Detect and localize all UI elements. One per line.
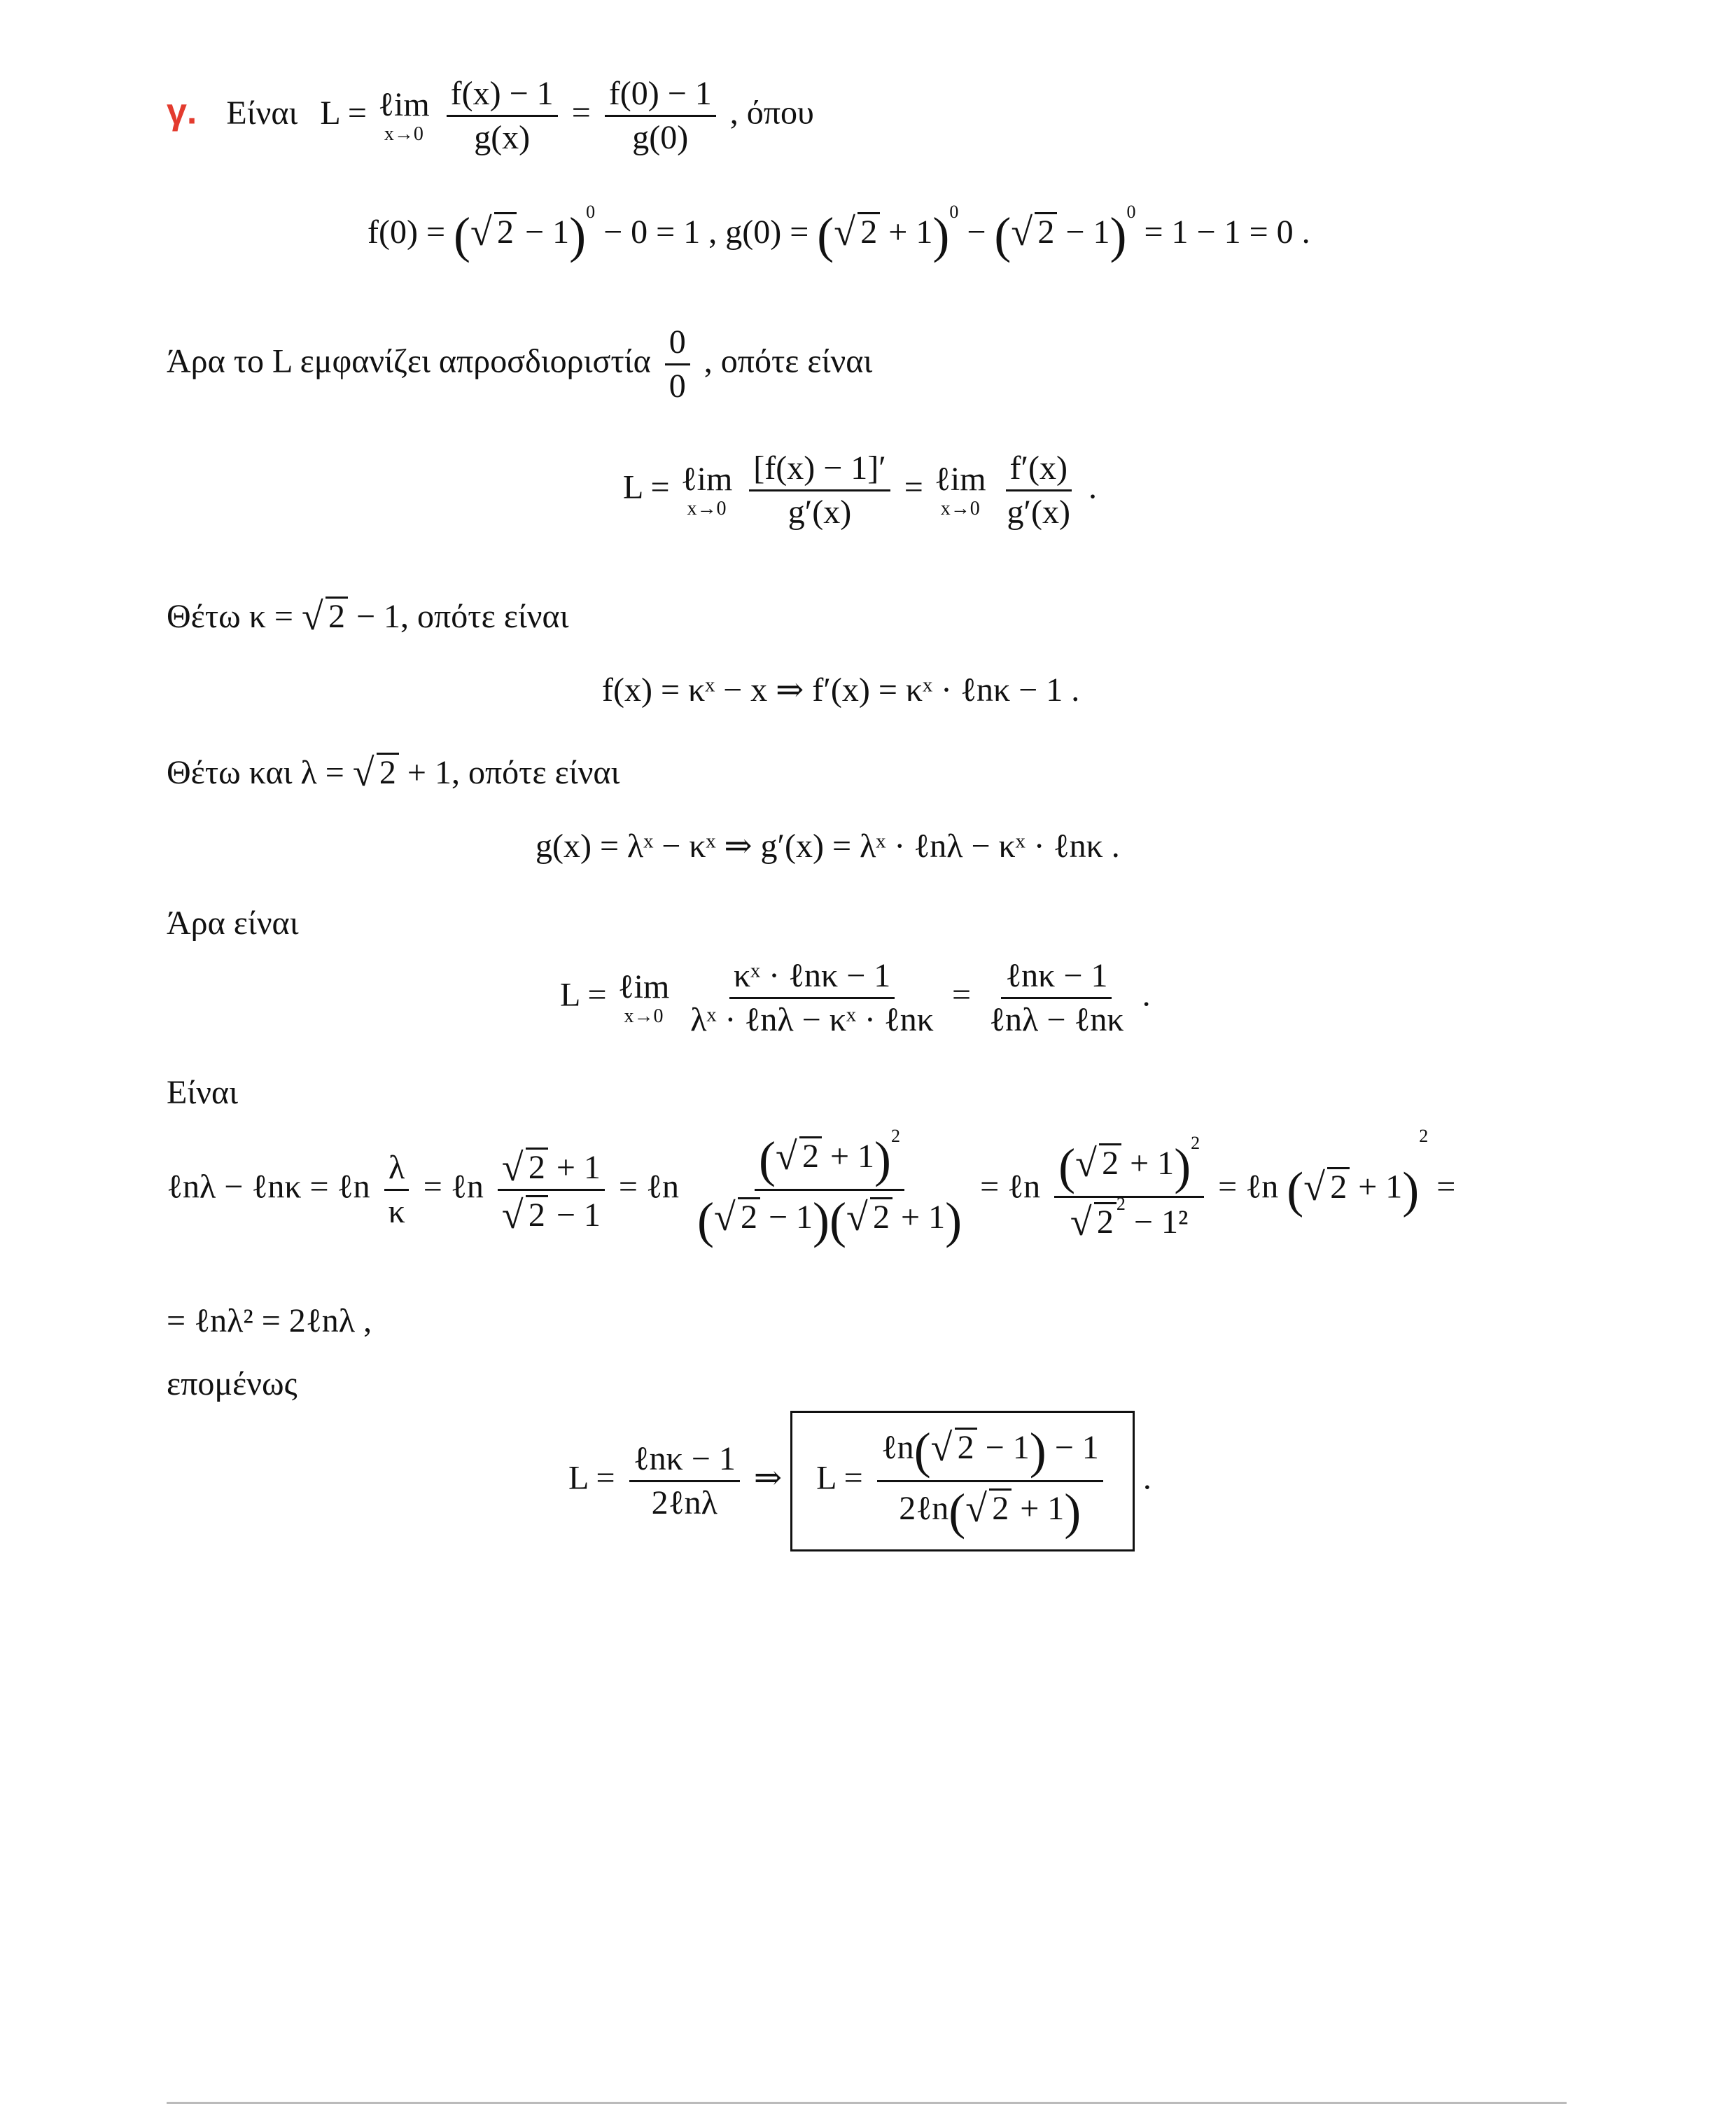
fraction-1: [447, 77, 558, 155]
numerator: [f(x) − 1]′: [749, 452, 890, 491]
rest: − 1, οπότε είναι: [356, 598, 569, 635]
numerator: 0: [665, 326, 690, 365]
exp: 2: [891, 1126, 901, 1146]
zero-over-zero: [665, 323, 690, 405]
lim-word: ℓim: [934, 460, 986, 498]
denominator: ℓnλ − ℓnκ: [989, 1001, 1124, 1038]
radicand: 2: [494, 212, 517, 249]
radicand: 2: [1099, 1143, 1121, 1180]
tail: , οπότε είναι: [704, 342, 873, 380]
denominator: g′(x): [1007, 494, 1070, 531]
line-15: [568, 1411, 1152, 1551]
two-ln: 2ℓn: [899, 1490, 949, 1528]
radicand: 2: [326, 597, 348, 634]
plus-one: + 1: [1020, 1490, 1065, 1528]
numerator: f(x) − 1: [447, 77, 558, 117]
radicand: 2: [1327, 1167, 1350, 1204]
tail: .: [1142, 976, 1151, 1014]
lhs: ℓnλ − ℓnκ = ℓn: [167, 1168, 370, 1206]
numerator: ℓnκ − 1: [1001, 959, 1112, 999]
radicand: 2: [377, 753, 399, 790]
denominator: 0: [668, 368, 686, 405]
section-marker: γ.: [167, 91, 197, 132]
minus-one: − 1: [1054, 1429, 1099, 1467]
lim-word: ℓim: [617, 968, 670, 1005]
radicand: 2: [955, 1428, 977, 1465]
lim-word: ℓim: [377, 85, 430, 123]
denominator: 2ℓnλ: [651, 1484, 718, 1521]
line-14: επομένως: [167, 1365, 298, 1402]
line-4: L = ℓim x→0 $\frac{[f(x) - 1]'}{g'(x)}$ = ℓim x→0 $\frac{f'(x)}{g'(x)}$ .: [623, 449, 1097, 531]
minus-one: − 1: [556, 1197, 601, 1234]
tail: .: [1088, 468, 1097, 506]
plus-one: + 1: [888, 214, 933, 251]
footer-rule: [167, 2102, 1567, 2104]
ln: ℓn: [881, 1429, 914, 1467]
text: Άρα το L εμφανίζει απροσδιοριστία: [167, 342, 651, 380]
tail-ln: = ℓn: [1218, 1168, 1279, 1206]
denominator: κ: [388, 1193, 405, 1230]
plus-one: + 1: [1358, 1168, 1403, 1206]
exp: 0: [949, 202, 959, 222]
box-L: L =: [816, 1459, 863, 1497]
tail: .: [1142, 1459, 1152, 1497]
exp: 2: [1116, 1193, 1126, 1214]
line-8: g(x) = λˣ − κˣ ⇒ g′(x) = λˣ · ℓnλ − κˣ · ℓnκ .: [536, 828, 1120, 865]
denominator: λˣ · ℓnλ − κˣ · ℓnκ: [690, 1001, 934, 1038]
numerator: f(0) − 1: [605, 77, 716, 117]
radicand: 2: [526, 1195, 548, 1232]
sqrt: √ 2: [470, 212, 517, 249]
limit: [377, 85, 430, 145]
lim-sub: x→0: [384, 123, 424, 145]
radicand: 2: [1094, 1202, 1116, 1239]
exp: 0: [1126, 202, 1136, 222]
f0: f(0) =: [368, 214, 446, 251]
lim-sub: x→0: [687, 497, 727, 519]
tail: , όπου: [729, 94, 814, 132]
eq-ln: = ℓn: [618, 1168, 679, 1206]
lim-sub: x→0: [624, 1005, 664, 1027]
intro-word: Είναι: [226, 94, 298, 132]
lim-word: ℓim: [680, 460, 733, 498]
result-box: L = ℓn( √ 2 − 1) − 1 2ℓn( √ 2 + 1): [790, 1411, 1135, 1551]
line-2: f(0) = ( √ 2 − 1)$^0$ − 0 = 1 , g(0) = ( √ 2 + 1)$^0$ − ( √ 2 − 1)$^0$ = 1 − 1 = 0 .: [368, 202, 1310, 263]
line-10: L = ℓim x→0 $\frac{\text{κˣ · ℓnκ − 1}}{\text{λˣ · ℓnλ − κˣ · ℓnκ}}$ = $\frac{\text{ℓnκ − 1}}{\text{ℓnλ − ℓnκ}}$ .: [560, 957, 1151, 1038]
numerator: κˣ · ℓnκ − 1: [729, 959, 895, 999]
eq-ln: = ℓn: [980, 1168, 1041, 1206]
radicand: 2: [989, 1488, 1011, 1526]
plus-one: + 1: [830, 1138, 875, 1176]
line-11: Είναι: [167, 1074, 238, 1111]
rest: + 1, οπότε είναι: [407, 754, 620, 791]
radicand: 2: [799, 1136, 822, 1173]
L-eq: L =: [320, 94, 367, 132]
numerator: f′(x): [1006, 452, 1072, 491]
eq: =: [1436, 1168, 1456, 1206]
exp: 0: [586, 202, 596, 222]
lim-sub: x→0: [940, 497, 980, 519]
exp: 2: [1419, 1126, 1429, 1146]
line-5: Θέτω κ = √ 2 − 1, οπότε είναι: [167, 595, 569, 639]
plus-one: + 1: [556, 1149, 601, 1186]
text: Θέτω και λ =: [167, 754, 344, 791]
L-eq: L =: [560, 976, 607, 1014]
numerator: λ: [384, 1151, 409, 1191]
line-7: Θέτω και λ = √ 2 + 1, οπότε είναι: [167, 751, 620, 795]
text: Θέτω κ =: [167, 598, 293, 635]
radicand: 2: [858, 212, 880, 249]
eq-ln: = ℓn: [423, 1168, 484, 1206]
line-6: f(x) = κˣ − x ⇒ f′(x) = κˣ · ℓnκ − 1 .: [602, 671, 1080, 709]
radicand: 2: [526, 1148, 548, 1185]
mid: − 0 = 1 , g(0) =: [603, 214, 809, 251]
radicand: 2: [738, 1197, 760, 1234]
denominator: g(0): [632, 119, 689, 156]
line-9: Άρα είναι: [167, 905, 299, 942]
line-3: [167, 323, 873, 405]
denominator: g(x): [474, 119, 531, 156]
minus-one-squared: − 1²: [1133, 1203, 1189, 1241]
L-eq: L =: [568, 1459, 615, 1497]
radicand: 2: [870, 1197, 892, 1234]
fraction-2: [605, 77, 716, 155]
plus-one: + 1: [901, 1199, 946, 1236]
minus-one: − 1: [985, 1429, 1030, 1467]
end: = 1 − 1 = 0 .: [1144, 214, 1310, 251]
radicand: 2: [1035, 212, 1057, 249]
minus-one: − 1: [525, 214, 570, 251]
minus-one: − 1: [1065, 214, 1110, 251]
exp: 2: [1191, 1132, 1200, 1153]
plus-one: + 1: [1130, 1144, 1175, 1182]
L-eq: L =: [623, 468, 670, 506]
minus-one: − 1: [768, 1199, 813, 1236]
denominator: g′(x): [788, 494, 852, 531]
implies-arrow: ⇒: [753, 1459, 783, 1497]
line-12: ℓnλ − ℓnκ = ℓn $\frac{\lambda}{\kappa}$ = ℓn √ 2 + 1 √ 2 − 1 = ℓn ( √ 2 + 1)$^2$ ( √ 2 − 1)( √ 2 + 1) = ℓn ( √ 2 + 1)$^2$ √ 2 $^2$ − 1² = ℓn ( √ 2 + 1)$^2$ =: [167, 1126, 1456, 1248]
line-1: γ. Είναι L = ℓim x→0 $\frac{f(x) - 1}{g(x)}$ = $\frac{f(0) - 1}{g(0)}$ , όπου: [167, 75, 814, 156]
numerator: ℓnκ − 1: [629, 1442, 740, 1482]
line-13: = ℓnλ² = 2ℓnλ ,: [167, 1302, 372, 1339]
